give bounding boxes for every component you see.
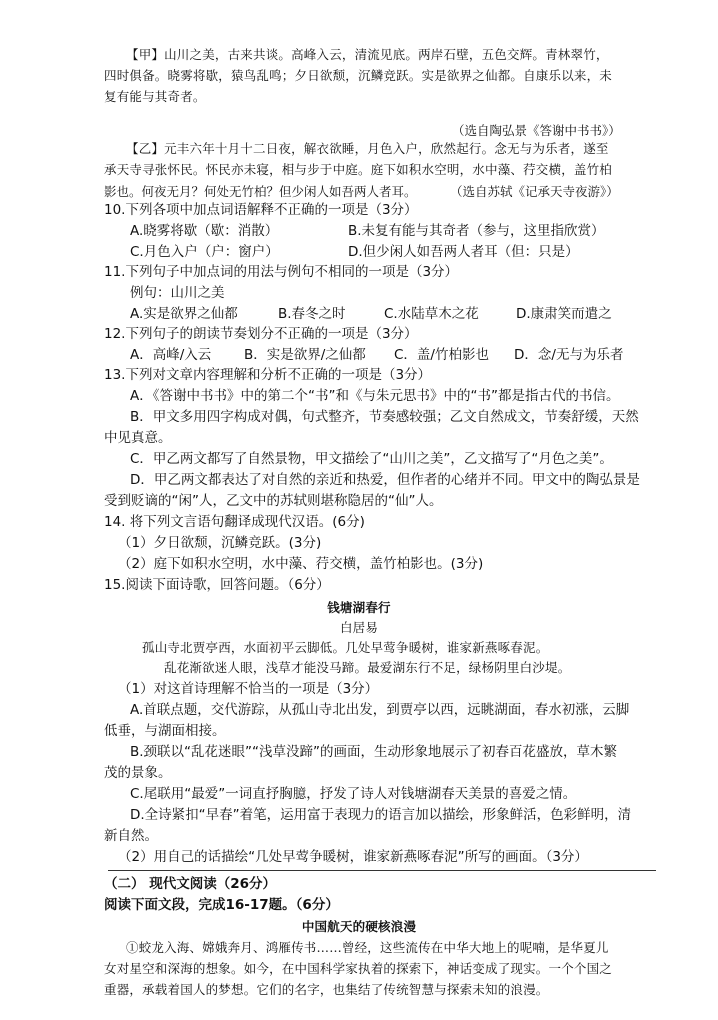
q10-option-c: C.月色入户（户：窗户）	[130, 244, 279, 260]
section2-heading: （二） 现代文阅读（26分）	[104, 876, 276, 892]
article-para-line-2: 女对星空和深海的想象。如今，在中国科学家执着的探索下，神话变成了现实。一个个国之	[104, 961, 613, 976]
section2-instruction: 阅读下面文段，完成16-17题。（6分）	[104, 897, 339, 913]
passage-yi-line-2: 承天寺寻张怀民。怀民亦未寝，相与步于中庭。庭下如积水空明，水中藻、荇交横，盖竹柏	[104, 162, 613, 177]
q15-sub-2: （2）用自己的话描绘“几处早莺争暖树，谁家新燕啄春泥”所写的画面。（3分）	[118, 849, 588, 865]
q13-line-2: B．甲文多用四字构成对偶，句式整齐，节奏感较强；乙文自然成文，节奏舒缓，天然	[130, 409, 639, 425]
q11-option-d: D.康肃笑而遣之	[516, 306, 612, 322]
article-para-line-3: 重器，承载着国人的梦想。它们的名字，也集结了传统智慧与探索未知的浪漫。	[104, 982, 549, 997]
q12-option-c: C．盖/竹柏影也	[394, 347, 489, 363]
q15-line-1: A.首联点题，交代游踪，从孤山寺北出发，到贾亭以西，远眺湖面，春水初涨，云脚	[130, 702, 630, 718]
q11-example: 例句：山川之美	[130, 285, 225, 301]
article-para-line-1: ①蛟龙入海、嫦娥奔月、鸿雁传书……曾经，这些流传在中华大地上的呢喃，是华夏儿	[126, 940, 609, 955]
q13-line-6: 受到贬谪的“闲”人，乙文中的苏轼则堪称隐居的“仙”人。	[104, 493, 443, 509]
poem-author: 白居易	[339, 620, 379, 635]
q13-line-1: A．《答谢中书书》中的第二个“书”和《与朱元思书》中的“书”都是指古代的书信。	[130, 388, 620, 404]
q13-line-4: C．甲乙两文都写了自然景物，甲文描绘了“山川之美”，乙文描写了“月色之美”。	[130, 451, 613, 467]
passage-jia-line-3: 复有能与其奇者。	[104, 89, 206, 104]
q13-line-5: D．甲乙两文都表达了对自然的亲近和热爱，但作者的心绪并不同。甲文中的陶弘景是	[130, 472, 640, 488]
q14-stem: 14. 将下列文言语句翻译成现代汉语。(6分)	[104, 514, 365, 530]
q10-option-a: A.晓雾将歇（歇：消散）	[130, 223, 279, 239]
passage-jia-line-1: 【甲】山川之美，古来共谈。高峰入云，清流见底。两岸石壁，五色交辉。青林翠竹，	[126, 47, 609, 62]
q11-option-a: A.实是欲界之仙都	[130, 306, 238, 322]
q13-line-3: 中见真意。	[104, 430, 172, 446]
q10-stem: 10.下列各项中加点词语解释不正确的一项是（3分）	[104, 202, 418, 218]
passage-yi-line-3: 影也。何夜无月？何处无竹柏？但少闲人如吾两人者耳。	[104, 184, 417, 199]
poem-line-1: 孤山寺北贾亭西，水面初平云脚低。几处早莺争暖树，谁家新燕啄春泥。	[142, 640, 549, 655]
passage-jia-source: （选自陶弘景《答谢中书书》）	[452, 123, 621, 138]
q10-option-b: B.未复有能与其奇者（参与，这里指欣赏）	[348, 223, 605, 239]
section-divider	[108, 870, 656, 871]
q15-line-7: 新自然。	[104, 828, 158, 844]
q12-option-a: A．高峰/入云	[130, 347, 212, 363]
q15-line-4: 茂的景象。	[104, 765, 172, 781]
q10-option-d: D.但少闲人如吾两人者耳（但：只是）	[348, 244, 579, 260]
q11-option-b: B.春冬之时	[278, 306, 346, 322]
poem-line-2: 乱花渐欲迷人眼，浅草才能没马蹄。最爱湖东行不足，绿杨阴里白沙堤。	[164, 660, 571, 675]
q14-sentence-1: （1）夕日欲颓，沉鳞竞跃。(3分)	[118, 535, 322, 551]
q11-option-c: C.水陆草木之花	[384, 306, 479, 322]
q15-line-3: B.颈联以“乱花迷眼”“浅草没蹄”的画面，生动形象地展示了初春百花盛放，草木繁	[130, 744, 618, 760]
q15-line-2: 低垂，与湖面相接。	[104, 723, 226, 739]
q13-stem: 13.下列对文章内容理解和分析不正确的一项是（3分）	[104, 367, 432, 383]
q11-stem: 11.下列句子中加点词的用法与例句不相同的一项是（3分）	[104, 264, 459, 280]
poem-title: 钱塘湖春行	[327, 600, 391, 615]
q12-stem: 12.下列句子的朗读节奏划分不正确的一项是（3分）	[104, 326, 418, 342]
q15-line-6: D.全诗紧扣“早春”着笔，运用富于表现力的语言加以描绘，形象鲜活，色彩鲜明，清	[130, 807, 632, 823]
q12-option-b: B．实是欲界/之仙都	[244, 347, 366, 363]
passage-jia-line-2: 四时俱备。晓雾将歇，猿鸟乱鸣；夕日欲颓，沉鳞竞跃。实是欲界之仙都。自康乐以来，未	[104, 68, 613, 83]
passage-yi-line-1: 【乙】元丰六年十月十二日夜，解衣欲睡，月色入户，欣然起行。念无与为乐者，遂至	[126, 141, 609, 156]
q12-option-d: D．念/无与为乐者	[514, 347, 624, 363]
q14-sentence-2: （2）庭下如积水空明，水中藻、荇交横，盖竹柏影也。(3分)	[118, 556, 484, 572]
article-title: 中国航天的硬核浪漫	[301, 919, 417, 934]
q15-line-5: C.尾联用“最爱”一词直抒胸臆，抒发了诗人对钱塘湖春天美景的喜爱之情。	[130, 786, 577, 802]
passage-yi-source: （选自苏轼《记承天寺夜游》）	[450, 184, 619, 199]
q15-stem: 15.阅读下面诗歌，回答问题。（6分）	[104, 577, 330, 593]
q15-sub-1: （1）对这首诗理解不恰当的一项是（3分）	[118, 681, 379, 697]
